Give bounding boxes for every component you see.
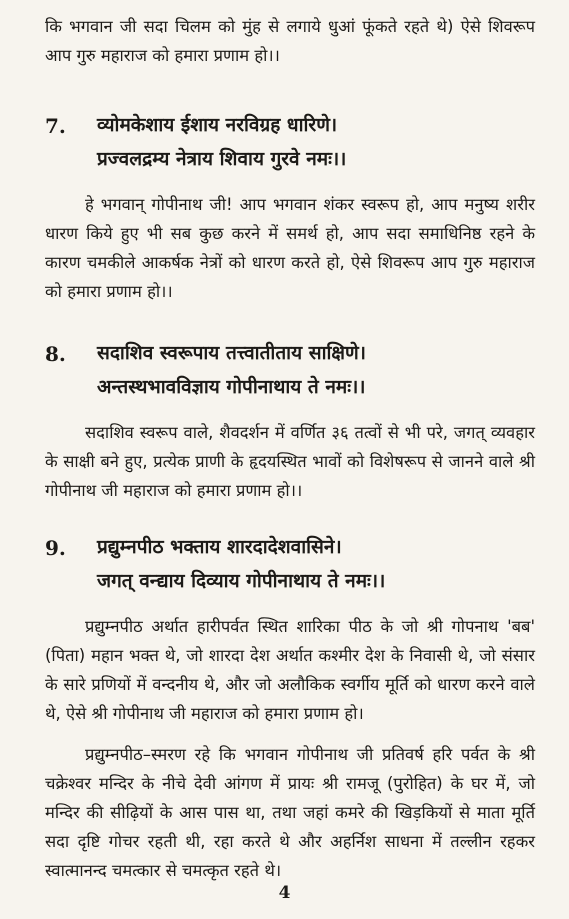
verse-7-meaning: हे भगवान् गोपीनाथ जी! आप भगवान शंकर स्वरूप हो, आप मनुष्य शरीर धारण किये हुए भी सब कुछ करने में समर्थ हो, आप सदा समाधिनिष्ठ रहने के कारण चमकीले आकर्षक नेत्रों को धारण करते हो, ऐसे शिवरूप आप गुरु महाराज को हमारा प्रणाम हो।। <box>45 195 535 301</box>
note-paragraph: प्रद्युम्नपीठ–स्मरण रहे कि भगवान गोपीनाथ जी प्रतिवर्ष हरि पर्वत के श्री चक्रेश्वर मन्दिर के नीचे देवी आंगण में प्रायः श्री रामजू (पुरोहित) के घर में, जो मन्दिर की सीढ़ियों के आस पास था, तथा जहां कमरे की खिड़कियों से माता मूर्ति सदा दृष्टि गोचर रहती थी, रहा करते थे और अहर्निश साधना में तल्लीन रहकर स्वात्मानन्द चमत्कार से चमत्कृत रहते थे। <box>45 745 535 880</box>
verse-line-2: अन्तस्थभावविज्ञाय गोपीनाथाय ते नमः।। <box>97 376 366 398</box>
intro-paragraph: कि भगवान जी सदा चिलम को मुंह से लगाये धुआं फूंकते रहते थे) ऐसे शिवरूप आप गुरु महाराज को हमारा प्रणाम हो।। <box>45 17 535 65</box>
verse-number: 7. <box>45 114 66 138</box>
verse-9-meaning: प्रद्युम्नपीठ अर्थात हारीपर्वत स्थित शारिका पीठ के जो श्री गोपनाथ 'बब' (पिता) महान भक्त थे, जो शारदा देश अर्थात कश्मीर देश के निवासी थे, जो संसार के सारे प्रणियों में वन्दनीय थे, और जो अलौकिक स्वर्गीय मूर्ति को धारण करने वाले थे, ऐसे श्री गोपीनाथ जी महाराज को हमारा प्रणाम हो। <box>45 617 535 723</box>
page-number: 4 <box>278 883 291 903</box>
verse-8-meaning: सदाशिव स्वरूप वाले, शैवदर्शन में वर्णित ३६ तत्वों से भी परे, जगत् व्यवहार के साक्षी बने हुए, प्रत्येक प्राणी के हृदयस्थित भावों को विशेषरूप से जानने वाले श्री गोपीनाथ जी महाराज को हमारा प्रणाम हो।। <box>45 423 535 500</box>
verse-line-1: प्रद्युम्नपीठ भक्ताय शारदादेशवासिने। <box>97 536 342 558</box>
verse-line-2: प्रज्वलद्रम्य नेत्राय शिवाय गुरवे नमः।। <box>97 148 347 170</box>
verse-line-1: सदाशिव स्वरूपाय तत्त्वातीताय साक्षिणे। <box>97 342 366 364</box>
verse-line-2: जगत् वन्द्याय दिव्याय गोपीनाथाय ते नमः।। <box>97 570 386 592</box>
verse-number: 8. <box>45 342 66 366</box>
verse-line-1: व्योमकेशाय ईशाय नरविग्रह धारिणे। <box>97 114 338 136</box>
verse-number: 9. <box>45 536 66 560</box>
